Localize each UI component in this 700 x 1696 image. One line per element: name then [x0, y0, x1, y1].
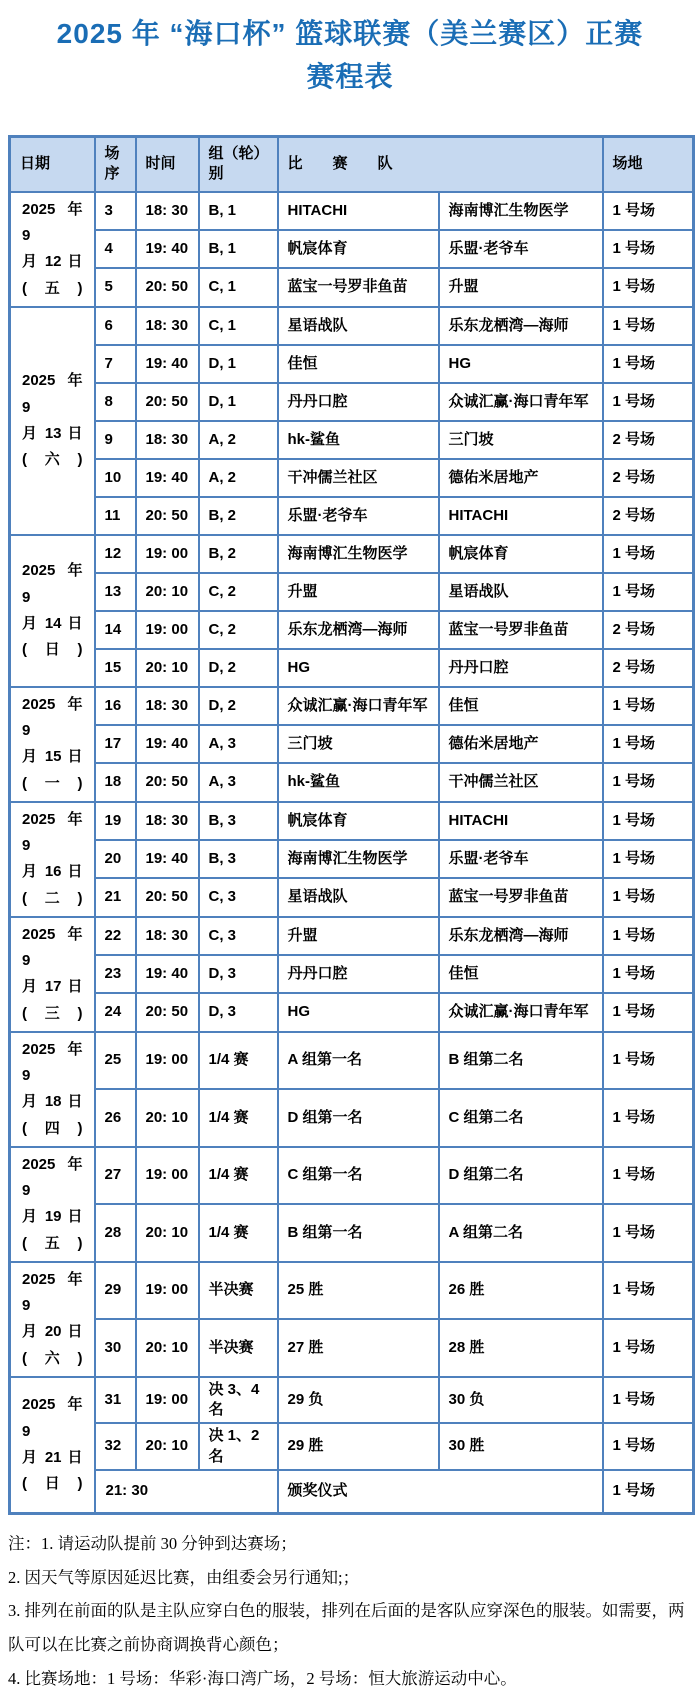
venue-cell: 1 号场: [603, 1089, 694, 1147]
home-team-cell: 25 胜: [278, 1262, 439, 1320]
away-team-cell: C 组第二名: [439, 1089, 603, 1147]
match-row: [10, 840, 694, 878]
time-cell: 19: 00: [136, 1032, 199, 1090]
time-cell: 20: 10: [136, 1204, 199, 1262]
home-team-cell: 海南博汇生物医学: [278, 535, 439, 573]
away-team-cell: A 组第二名: [439, 1204, 603, 1262]
time-cell: 20: 10: [136, 1319, 199, 1377]
time-cell: 20: 50: [136, 268, 199, 306]
match-row: [10, 421, 694, 459]
header-round: 组（轮）别: [199, 136, 278, 192]
match-row: [10, 459, 694, 497]
away-team-cell: 乐盟·老爷车: [439, 840, 603, 878]
match-row: [10, 192, 694, 230]
time-cell: 19: 40: [136, 955, 199, 993]
note-line: 3. 排列在前面的队是主队应穿白色的服装，排列在后面的是客队应穿深色的服装。如需要，两队可以在比赛之前协商调换背心颜色；: [8, 1601, 685, 1655]
venue-cell: 1 号场: [603, 383, 694, 421]
date-line: (六): [22, 1349, 83, 1367]
match-no-cell: 4: [95, 230, 136, 268]
time-cell: 20: 10: [136, 573, 199, 611]
date-cell: [10, 917, 95, 1032]
home-team-cell: 海南博汇生物医学: [278, 840, 439, 878]
home-team-cell: hk-鲨鱼: [278, 421, 439, 459]
match-row: [10, 1262, 694, 1320]
match-no-cell: 12: [95, 535, 136, 573]
home-team-cell: HG: [278, 993, 439, 1031]
time-cell: 18: 30: [136, 802, 199, 840]
date-line: (五): [22, 279, 83, 297]
home-team-cell: 27 胜: [278, 1319, 439, 1377]
date-line: 月 15 日: [22, 748, 83, 766]
header-venue: 场地: [603, 136, 694, 192]
note-line: 注：1. 请运动队提前 30 分钟到达赛场；: [8, 1533, 297, 1553]
away-team-cell: 30 负: [439, 1377, 603, 1424]
ceremony-time-cell: 21: 30: [95, 1470, 278, 1514]
home-team-cell: 三门坡: [278, 725, 439, 763]
match-no-cell: 10: [95, 459, 136, 497]
home-team-cell: 众诚汇赢·海口青年军: [278, 687, 439, 725]
home-team-cell: 29 负: [278, 1377, 439, 1424]
date-line: 月 13 日: [22, 424, 83, 442]
page-title-line1: 2025 年 “海口杯” 篮球联赛（美兰赛区）正赛: [56, 18, 644, 49]
venue-cell: 1 号场: [603, 1204, 694, 1262]
date-line: 月 12 日: [22, 253, 83, 271]
round-cell: C, 3: [199, 878, 278, 916]
home-team-cell: C 组第一名: [278, 1147, 439, 1205]
time-cell: 20: 10: [136, 649, 199, 687]
round-cell: 1/4 赛: [199, 1147, 278, 1205]
round-cell: D, 2: [199, 649, 278, 687]
round-cell: A, 2: [199, 459, 278, 497]
match-no-cell: 27: [95, 1147, 136, 1205]
venue-cell: 2 号场: [603, 497, 694, 535]
venue-cell: 1 号场: [603, 993, 694, 1031]
round-cell: B, 2: [199, 535, 278, 573]
note-line: 2. 因天气等原因延迟比赛，由组委会另行通知;；: [8, 1567, 360, 1587]
round-cell: A, 3: [199, 763, 278, 801]
venue-cell: 1 号场: [603, 878, 694, 916]
header-match-no: 场序: [95, 136, 136, 192]
date-line: 2025 年 9: [22, 925, 83, 970]
away-team-cell: D 组第二名: [439, 1147, 603, 1205]
date-line: 月 16 日: [22, 863, 83, 881]
match-row: [10, 1377, 694, 1424]
header-date: 日期: [10, 136, 95, 192]
match-row: [10, 802, 694, 840]
away-team-cell: 海南博汇生物医学: [439, 192, 603, 230]
match-no-cell: 32: [95, 1423, 136, 1470]
match-no-cell: 17: [95, 725, 136, 763]
notes: [8, 1527, 688, 1696]
home-team-cell: A 组第一名: [278, 1032, 439, 1090]
home-team-cell: 29 胜: [278, 1423, 439, 1470]
time-cell: 18: 30: [136, 917, 199, 955]
date-line: (日): [22, 1475, 83, 1493]
away-team-cell: B 组第二名: [439, 1032, 603, 1090]
match-no-cell: 5: [95, 268, 136, 306]
date-line: (六): [22, 451, 83, 469]
round-cell: B, 2: [199, 497, 278, 535]
schedule-table-body: [10, 192, 694, 1514]
date-cell: [10, 535, 95, 687]
away-team-cell: 佳恒: [439, 687, 603, 725]
away-team-cell: 众诚汇赢·海口青年军: [439, 383, 603, 421]
away-team-cell: HITACHI: [439, 497, 603, 535]
match-row: [10, 725, 694, 763]
away-team-cell: 德佑米居地产: [439, 459, 603, 497]
away-team-cell: HITACHI: [439, 802, 603, 840]
match-row: [10, 993, 694, 1031]
date-cell: [10, 307, 95, 535]
date-line: 2025 年 9: [22, 1155, 83, 1200]
date-line: 月 20 日: [22, 1323, 83, 1341]
home-team-cell: D 组第一名: [278, 1089, 439, 1147]
venue-cell: 1 号场: [603, 345, 694, 383]
date-cell: [10, 1377, 95, 1514]
venue-cell: 1 号场: [603, 535, 694, 573]
date-line: 月 14 日: [22, 614, 83, 632]
venue-cell: 1 号场: [603, 840, 694, 878]
match-no-cell: 8: [95, 383, 136, 421]
time-cell: 19: 00: [136, 535, 199, 573]
match-no-cell: 21: [95, 878, 136, 916]
venue-cell: 1 号场: [603, 307, 694, 345]
match-no-cell: 31: [95, 1377, 136, 1424]
date-line: 2025 年 9: [22, 1270, 83, 1315]
away-team-cell: 众诚汇赢·海口青年军: [439, 993, 603, 1031]
home-team-cell: 乐东龙栖湾—海师: [278, 611, 439, 649]
date-cell: [10, 1147, 95, 1262]
date-line: 月 21 日: [22, 1448, 83, 1466]
match-row: [10, 383, 694, 421]
date-line: 月 19 日: [22, 1208, 83, 1226]
date-line: 2025 年 9: [22, 1040, 83, 1085]
away-team-cell: 三门坡: [439, 421, 603, 459]
match-row: [10, 307, 694, 345]
away-team-cell: 佳恒: [439, 955, 603, 993]
date-line: 2025 年 9: [22, 562, 83, 606]
match-no-cell: 30: [95, 1319, 136, 1377]
match-row: [10, 1089, 694, 1147]
venue-cell: 1 号场: [603, 1032, 694, 1090]
date-line: 2025 年 9: [22, 810, 83, 855]
round-cell: 1/4 赛: [199, 1032, 278, 1090]
away-team-cell: 30 胜: [439, 1423, 603, 1470]
match-row: [10, 535, 694, 573]
round-cell: 1/4 赛: [199, 1089, 278, 1147]
time-cell: 20: 50: [136, 763, 199, 801]
round-cell: C, 3: [199, 917, 278, 955]
home-team-cell: HITACHI: [278, 192, 439, 230]
date-line: 2025 年 9: [22, 1396, 83, 1440]
away-team-cell: 干冲儒兰社区: [439, 763, 603, 801]
venue-cell: 2 号场: [603, 459, 694, 497]
round-cell: 半决赛: [199, 1262, 278, 1320]
venue-cell: 1 号场: [603, 802, 694, 840]
date-line: (日): [22, 641, 83, 659]
match-row: [10, 1147, 694, 1205]
match-no-cell: 20: [95, 840, 136, 878]
match-row: [10, 649, 694, 687]
match-no-cell: 3: [95, 192, 136, 230]
date-line: (四): [22, 1119, 83, 1137]
date-line: 2025 年 9: [22, 200, 83, 245]
date-line: 2025 年 9: [22, 372, 83, 416]
round-cell: C, 2: [199, 611, 278, 649]
match-row: [10, 1319, 694, 1377]
venue-cell: 1 号场: [603, 955, 694, 993]
venue-cell: 1 号场: [603, 1262, 694, 1320]
round-cell: B, 1: [199, 230, 278, 268]
round-cell: B, 1: [199, 192, 278, 230]
venue-cell: 2 号场: [603, 611, 694, 649]
match-row: [10, 573, 694, 611]
date-cell: [10, 687, 95, 802]
match-row: [10, 917, 694, 955]
venue-cell: 1 号场: [603, 1423, 694, 1470]
venue-cell: 1 号场: [603, 917, 694, 955]
match-no-cell: 11: [95, 497, 136, 535]
home-team-cell: B 组第一名: [278, 1204, 439, 1262]
venue-cell: 1 号场: [603, 1147, 694, 1205]
match-no-cell: 19: [95, 802, 136, 840]
header-time: 时间: [136, 136, 199, 192]
round-cell: 决 1、2 名: [199, 1423, 278, 1470]
time-cell: 19: 00: [136, 1147, 199, 1205]
match-no-cell: 22: [95, 917, 136, 955]
date-line: (五): [22, 1234, 83, 1252]
time-cell: 19: 40: [136, 345, 199, 383]
page-title-line2: 赛程表: [306, 61, 394, 93]
match-row: [10, 955, 694, 993]
away-team-cell: 乐东龙栖湾—海师: [439, 917, 603, 955]
away-team-cell: 丹丹口腔: [439, 649, 603, 687]
home-team-cell: 蓝宝一号罗非鱼苗: [278, 268, 439, 306]
round-cell: D, 3: [199, 955, 278, 993]
venue-cell: 1 号场: [603, 763, 694, 801]
match-row: [10, 611, 694, 649]
time-cell: 20: 50: [136, 383, 199, 421]
round-cell: 决 3、4 名: [199, 1377, 278, 1424]
date-cell: [10, 192, 95, 307]
venue-cell: 1 号场: [603, 725, 694, 763]
header-teams: 比 赛 队: [278, 136, 603, 192]
match-row: [10, 268, 694, 306]
venue-cell: 1 号场: [603, 1377, 694, 1424]
round-cell: D, 2: [199, 687, 278, 725]
match-no-cell: 9: [95, 421, 136, 459]
away-team-cell: 升盟: [439, 268, 603, 306]
table-header-row: [10, 136, 694, 192]
away-team-cell: 乐盟·老爷车: [439, 230, 603, 268]
home-team-cell: 乐盟·老爷车: [278, 497, 439, 535]
round-cell: C, 1: [199, 268, 278, 306]
ceremony-row: [10, 1470, 694, 1514]
time-cell: 18: 30: [136, 687, 199, 725]
home-team-cell: 升盟: [278, 573, 439, 611]
venue-cell: 2 号场: [603, 421, 694, 459]
round-cell: D, 3: [199, 993, 278, 1031]
time-cell: 20: 10: [136, 1423, 199, 1470]
match-no-cell: 24: [95, 993, 136, 1031]
away-team-cell: 德佑米居地产: [439, 725, 603, 763]
match-no-cell: 16: [95, 687, 136, 725]
date-line: 2025 年 9: [22, 695, 83, 740]
time-cell: 19: 40: [136, 230, 199, 268]
schedule-table: [8, 135, 695, 1515]
match-no-cell: 7: [95, 345, 136, 383]
match-row: [10, 878, 694, 916]
match-row: [10, 763, 694, 801]
venue-cell: 1 号场: [603, 230, 694, 268]
match-no-cell: 6: [95, 307, 136, 345]
venue-cell: 2 号场: [603, 649, 694, 687]
time-cell: 20: 50: [136, 497, 199, 535]
round-cell: D, 1: [199, 383, 278, 421]
ceremony-label-cell: 颁奖仪式: [278, 1470, 603, 1514]
match-no-cell: 28: [95, 1204, 136, 1262]
time-cell: 19: 00: [136, 1262, 199, 1320]
time-cell: 18: 30: [136, 192, 199, 230]
match-no-cell: 23: [95, 955, 136, 993]
match-row: [10, 497, 694, 535]
round-cell: B, 3: [199, 802, 278, 840]
home-team-cell: 帆宸体育: [278, 802, 439, 840]
time-cell: 20: 50: [136, 878, 199, 916]
home-team-cell: 帆宸体育: [278, 230, 439, 268]
time-cell: 19: 40: [136, 725, 199, 763]
home-team-cell: hk-鲨鱼: [278, 763, 439, 801]
match-no-cell: 13: [95, 573, 136, 611]
home-team-cell: HG: [278, 649, 439, 687]
time-cell: 18: 30: [136, 421, 199, 459]
date-cell: [10, 1032, 95, 1147]
time-cell: 20: 50: [136, 993, 199, 1031]
time-cell: 19: 00: [136, 611, 199, 649]
away-team-cell: 28 胜: [439, 1319, 603, 1377]
venue-cell: 1 号场: [603, 192, 694, 230]
date-cell: [10, 1262, 95, 1377]
away-team-cell: 帆宸体育: [439, 535, 603, 573]
home-team-cell: 干冲儒兰社区: [278, 459, 439, 497]
home-team-cell: 佳恒: [278, 345, 439, 383]
match-row: [10, 1423, 694, 1470]
round-cell: B, 3: [199, 840, 278, 878]
match-no-cell: 25: [95, 1032, 136, 1090]
time-cell: 19: 00: [136, 1377, 199, 1424]
home-team-cell: 丹丹口腔: [278, 383, 439, 421]
time-cell: 19: 40: [136, 840, 199, 878]
match-no-cell: 29: [95, 1262, 136, 1320]
venue-cell: 1 号场: [603, 1319, 694, 1377]
match-row: [10, 687, 694, 725]
match-row: [10, 1204, 694, 1262]
date-line: 月 18 日: [22, 1093, 83, 1111]
venue-cell: 1 号场: [603, 1470, 694, 1514]
date-cell: [10, 802, 95, 917]
away-team-cell: 星语战队: [439, 573, 603, 611]
match-row: [10, 1032, 694, 1090]
time-cell: 19: 40: [136, 459, 199, 497]
round-cell: D, 1: [199, 345, 278, 383]
match-no-cell: 26: [95, 1089, 136, 1147]
home-team-cell: 星语战队: [278, 878, 439, 916]
round-cell: C, 1: [199, 307, 278, 345]
date-line: (三): [22, 1004, 83, 1022]
home-team-cell: 星语战队: [278, 307, 439, 345]
page-title: [0, 0, 700, 99]
time-cell: 20: 10: [136, 1089, 199, 1147]
round-cell: 1/4 赛: [199, 1204, 278, 1262]
match-no-cell: 14: [95, 611, 136, 649]
date-line: (一): [22, 774, 83, 792]
venue-cell: 1 号场: [603, 573, 694, 611]
match-row: [10, 345, 694, 383]
venue-cell: 1 号场: [603, 268, 694, 306]
match-no-cell: 15: [95, 649, 136, 687]
round-cell: A, 2: [199, 421, 278, 459]
home-team-cell: 丹丹口腔: [278, 955, 439, 993]
match-row: [10, 230, 694, 268]
match-no-cell: 18: [95, 763, 136, 801]
date-line: 月 17 日: [22, 978, 83, 996]
time-cell: 18: 30: [136, 307, 199, 345]
away-team-cell: 乐东龙栖湾—海师: [439, 307, 603, 345]
away-team-cell: HG: [439, 345, 603, 383]
away-team-cell: 蓝宝一号罗非鱼苗: [439, 611, 603, 649]
round-cell: A, 3: [199, 725, 278, 763]
round-cell: 半决赛: [199, 1319, 278, 1377]
home-team-cell: 升盟: [278, 917, 439, 955]
away-team-cell: 蓝宝一号罗非鱼苗: [439, 878, 603, 916]
round-cell: C, 2: [199, 573, 278, 611]
date-line: (二): [22, 889, 83, 907]
venue-cell: 1 号场: [603, 687, 694, 725]
away-team-cell: 26 胜: [439, 1262, 603, 1320]
note-line: 4. 比赛场地：1 号场：华彩·海口湾广场，2 号场：恒大旅游运动中心。: [8, 1669, 517, 1689]
